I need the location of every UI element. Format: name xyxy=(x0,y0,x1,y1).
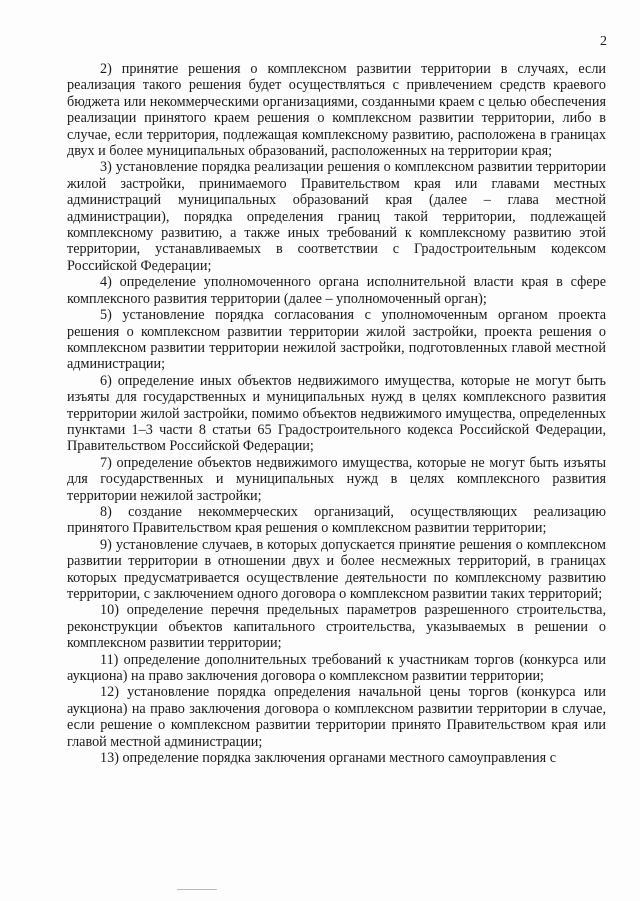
paragraph-item-2: 2) принятие решения о комплексном развитии территории в случаях, если реализация такого решения будет осуществляться с привлечением средств краевого бюджета или некоммерческими организациями, созданными краем с целью обеспечения реализации принятого краем решения о комплексном развитии территории, либо в случае, если территория, подлежащая комплексному развитию, расположена в границах двух и более муниципальных образований, расположенных на территории края; xyxy=(67,61,606,160)
paragraph-item-12: 12) установление порядка определения начальной цены торгов (конкурса или аукциона) на право заключения договора о комплексном развитии территории в случае, если решение о комплексном развитии территории принято Правительством края или главой местной администрации; xyxy=(67,684,606,750)
page-number: 2 xyxy=(600,34,607,49)
paragraph-item-5: 5) установление порядка согласования с уполномоченным органом проекта решения о комплексном развитии территории жилой застройки, проекта решения о комплексном развитии территории нежилой застройки, подготовленных главой местной администрации; xyxy=(67,307,606,373)
paragraph-item-7: 7) определение объектов недвижимого имущества, которые не могут быть изъяты для государственных и муниципальных нужд в целях комплексного развития территории нежилой застройки; xyxy=(67,454,606,504)
document-body xyxy=(67,61,606,766)
paragraph-item-8: 8) создание некоммерческих организаций, осуществляющих реализацию принятого Правительством края решения о комплексном развитии территории; xyxy=(67,503,606,537)
paragraph-item-11: 11) определение дополнительных требований к участникам торгов (конкурса или аукциона) на право заключения договора о комплексном развитии территории; xyxy=(67,651,606,685)
scan-artifact xyxy=(177,889,217,890)
paragraph-item-3: 3) установление порядка реализации решения о комплексном развитии территории жилой застройки, принимаемого Правительством края или главами местных администраций муниципальных образований края (далее – глава местной администрации), порядка определения границ такой территории, подлежащей комплексному развитию, а также иных требований к комплексному развитию этой территории, устанавливаемых в соответствии с Градостроительным кодексом Российской Федерации; xyxy=(67,159,606,274)
paragraph-item-9: 9) установление случаев, в которых допускается принятие решения о комплексном развитии территории в отношении двух и более несмежных территорий, в границах которых предусматривается осуществление деятельности по комплексному развитию территории, с заключением одного договора о комплексном развитии таких территорий; xyxy=(67,536,606,602)
paragraph-item-10: 10) определение перечня предельных параметров разрешенного строительства, реконструкции объектов капитального строительства, указываемых в решении о комплексном развитии территории; xyxy=(67,602,606,652)
paragraph-item-13: 13) определение порядка заключения органами местного самоуправления с xyxy=(100,750,556,767)
paragraph-item-6: 6) определение иных объектов недвижимого имущества, которые не могут быть изъяты для государственных и муниципальных нужд в целях комплексного развития территории жилой застройки, помимо объектов недвижимого имущества, определенных пунктами 1–3 части 8 статьи 65 Градостроительного кодекса Российской Федерации, Правительством Российской Федерации; xyxy=(67,372,606,455)
paragraph-item-4: 4) определение уполномоченного органа исполнительной власти края в сфере комплексного развития территории (далее – уполномоченный орган); xyxy=(67,274,606,307)
